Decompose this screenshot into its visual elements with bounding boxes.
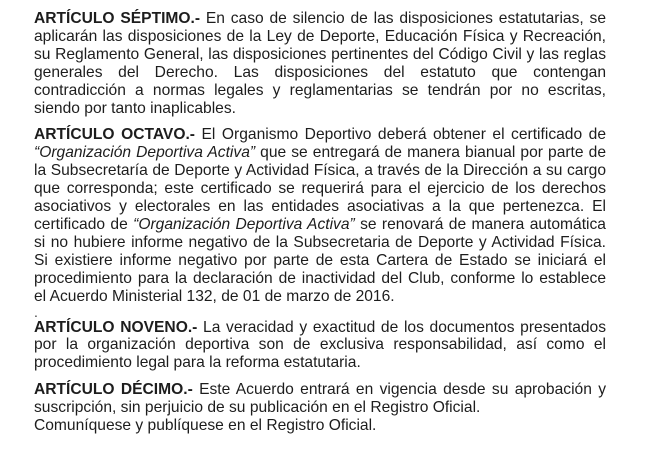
article-body: En caso de silencio de las disposiciones estatutarias, se aplicarán las disposiciones de la Ley de Deporte, Educación Física y Recreación, su Reglamento General, las disposiciones pertinentes del Código Civil y las reglas generales del Derecho. Las disposiciones del estatuto que contengan contradicción a normas legales y reglamentarias se tendrán por no escritas, siendo por tanto inaplicables. xyxy=(34,10,606,117)
article-noveno xyxy=(34,319,606,373)
document-page xyxy=(34,10,606,435)
separator-mark: . xyxy=(34,303,38,320)
article-septimo xyxy=(34,10,606,117)
article-body: La veracidad y exactitud de los documentos presentados por la organización deportiva son de exclusiva responsabilidad, así como el procedimiento legal para la reforma estatutaria. xyxy=(34,318,607,372)
article-body-italic: “Organización Deportiva Activa” xyxy=(133,215,355,233)
article-heading: ARTÍCULO SÉPTIMO.- xyxy=(34,10,201,27)
article-octavo xyxy=(34,126,606,305)
article-body: se renovará de manera automática si no hubiere informe negativo de la Subsecretaria de Deporte y Actividad Física. Si existiere informe negativo por parte de esta Cartera de Estado se iniciará el procedimiento para la declaración de inactividad del Club, conforme lo establece el Acuerdo Ministerial 132, de 01 de marzo de 2016. xyxy=(34,215,606,305)
closing-line: Comuníquese y publíquese en el Registro Oficial. xyxy=(34,417,377,435)
article-body: que se entregará de manera bianual por parte de la Subsecretaría de Deporte y Actividad Física, a través de la Dirección a su cargo que corresponda; este certificado se requerirá para el ejercicio de los derechos asociativos y electorales en las entidades asociativas a la que pertenezca. El certificado de xyxy=(34,144,606,233)
article-heading: ARTÍCULO OCTAVO.- xyxy=(34,126,195,144)
article-body-italic: “Organización Deportiva Activa” xyxy=(34,144,256,162)
article-body: Este Acuerdo entrará en vigencia desde su aprobación y suscripción, sin perjuicio de su publicación en el Registro Oficial. xyxy=(34,381,606,417)
article-heading: ARTÍCULO DÉCIMO.- xyxy=(34,381,193,399)
article-decimo xyxy=(34,381,606,417)
article-body: El Organismo Deportivo deberá obtener el certificado de xyxy=(195,126,606,144)
article-heading: ARTÍCULO NOVENO.- xyxy=(34,318,198,336)
